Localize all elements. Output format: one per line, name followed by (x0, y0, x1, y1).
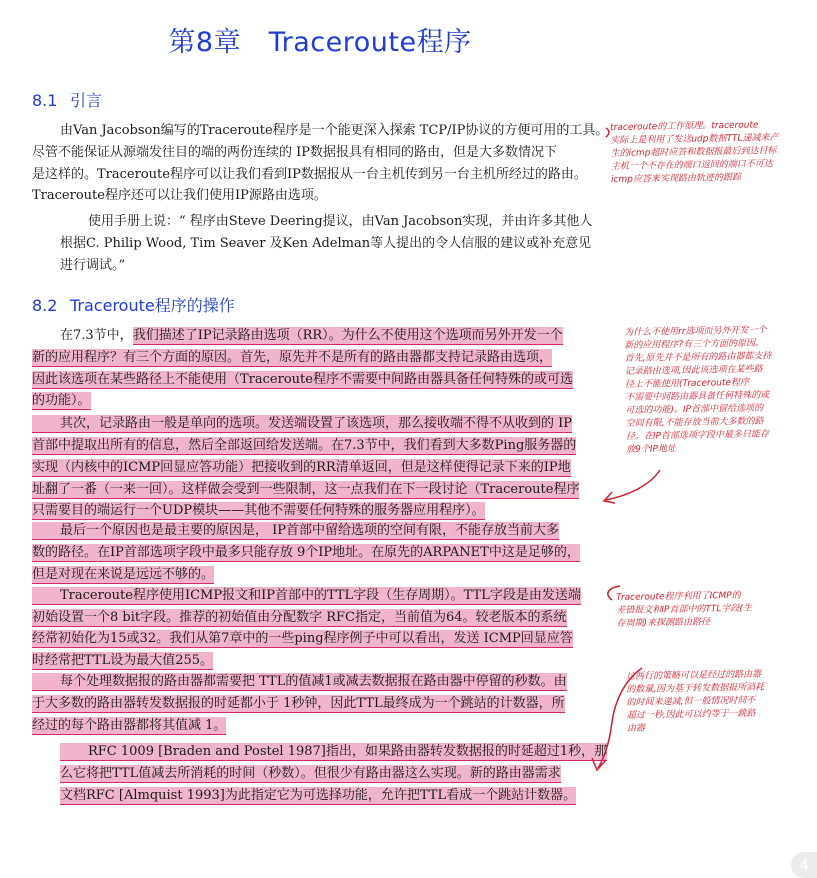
section-number: 8.1 (32, 91, 58, 110)
paragraph-line (60, 325, 610, 347)
highlighted-text: 经常初始化为15或32。我们从第7章中的一些ping程序例子中可以看出，发送 ICMP回显应答 (32, 631, 573, 646)
paragraph-line (32, 500, 610, 522)
section-number: 8.2 (32, 296, 58, 315)
paragraph-line: 由Van Jacobson编写的Traceroute程序是一个能更深入探索 TCP/IP协议的方便可用的工具。 (60, 123, 609, 138)
highlighted-text: 于大多数的路由器转发数据报的时延都小于 1秒钟，因此TTL最终成为一个跳站的计数器，所 (32, 696, 565, 711)
paragraph-line (32, 435, 610, 457)
paragraph-line (32, 457, 610, 479)
quote-line: 进行调试。” (60, 258, 126, 273)
section-title: 引言 (70, 91, 103, 110)
chapter-title: 第8章 Traceroute程序 (168, 27, 472, 58)
highlighted-text: Traceroute程序使用ICMP报文和IP首部中的TTL字段（生存周期）。TTL字段是由发送端 (32, 587, 581, 605)
quote-line (60, 763, 584, 785)
paragraph-prefix: 在7.3节中， (60, 328, 133, 343)
quote-line: 根据C. Philip Wood, Tim Seaver 及Ken Adelman等人提出的令人信服的建议或补充意见 (60, 236, 592, 251)
curved-arrow-2 (606, 470, 660, 500)
highlighted-text: RFC 1009 [Braden and Postel 1987]指出，如果路由器转发数据报的时延超过1秒，那 (60, 743, 607, 761)
quote-line (60, 741, 608, 763)
highlighted-text: 文档RFC [Almquist 1993]为此指定它为可选择功能，允许把TTL看成一个跳站计数器。 (60, 788, 577, 803)
paragraph-line (32, 564, 610, 586)
paragraph-line: Traceroute程序还可以让我们使用IP源路由选项。 (32, 188, 327, 203)
section-heading-8-1 (32, 88, 102, 111)
paragraph-line (32, 390, 610, 412)
handwritten-note-why-not-rr: 为什么不使用rr选项而另外开发一个 新的应用程序?有三个方面的原因。 首先,原先并不是所有的路由器都支持 记录路由选项,因此该选项在某些路 径上不能使用(Traceroute程序 不需要中间路由器具备任何特殊的或 可选的功能)。IP首部中留给选项的 空间有限,不能存放当前大多数的路 径。在IP首部选项字段中最多只能存 放9个IP地址 (624, 325, 772, 455)
handwritten-note-traceroute-principle: traceroute的工作原理。traceroute 实际上是利用了发送udp数据TTL递减来产 生的icmp超时应答和数据报最后到达目标 主机一个不存在的端口返回的端口不可达 icmp应答来实现路由轨迹的跟踪 (610, 120, 779, 185)
highlighted-text: 实现（内核中的ICMP回显应答功能）把接收到的RR清单返回，但是这样使得记录下来的IP地 (32, 460, 571, 475)
section-heading-8-2 (32, 293, 235, 316)
paragraph-line (32, 479, 610, 501)
highlighted-text: 只需要目的端运行一个UDP模块——其他不需要任何特殊的服务器应用程序）。 (32, 503, 485, 518)
quote-line: 使用手册上说：“ 程序由Steve Deering提议，由Van Jacobson实现，并由许多其他人 (88, 214, 593, 229)
paragraph-line (32, 671, 610, 693)
paragraph-line: 是这样的。Traceroute程序可以让我们看到IP数据报从一台主机传到另一台主机所经过的路由。 (32, 167, 587, 182)
quote-line (60, 785, 584, 807)
highlighted-text: 最后一个原因也是最主要的原因是， IP首部中留给选项的空间有限，不能存放当前大多 (32, 522, 559, 540)
highlighted-text: 但是对现在来说是远远不够的。 (32, 567, 215, 582)
highlighted-text: 时经常把TTL设为最大值255。 (32, 653, 214, 668)
highlighted-text: 数的路径。在IP首部选项字段中最多只能存放 9个IP地址。在原先的ARPANET中这是足够的， (32, 545, 580, 560)
highlighted-text: 么它将把TTL值减去所消耗的时间（秒数）。但很少有路由器这么实现。新的路由器需求 (60, 766, 561, 781)
handwritten-note-ttl: Traceroute程序利用了ICMP的 差错报文和IP首部中的TTL字段(生 存周期)来探测路由路径 (616, 590, 753, 629)
highlighted-text: 经过的每个路由器都将其值减 1。 (32, 718, 227, 733)
paragraph-line (32, 413, 610, 435)
handwritten-note-hop-counter: 这两行的策略可以是经过的路由器 的数量,因为基于转发数据报所消耗 的时间来递减,但一般情况时间不 超过一秒,因此可以约等于一跳路 由器 (626, 669, 765, 734)
highlighted-text: 址翻了一番（一来一回）。这样做会受到一些限制，这一点我们在下一段讨论（Traceroute程序 (32, 482, 580, 497)
paragraph-line (32, 715, 610, 737)
highlighted-text: 每个处理数据报的路由器都需要把 TTL的值减1或减去数据报在路由器中停留的秒数。由 (32, 673, 567, 691)
highlighted-text: 新的应用程序？有三个方面的原因。首先，原先并不是所有的路由器都支持记录路由选项， (32, 350, 553, 365)
highlighted-text: 首部中提取出所有的信息，然后全部返回给发送端。在7.3节中，我们看到大多数Ping服务器的 (32, 438, 577, 453)
highlighted-text: 因此该选项在某些路径上不能使用（Traceroute程序不需要中间路由器具备任何特殊的或可选 (32, 372, 573, 387)
highlighted-text: 的功能）。 (32, 393, 91, 408)
paragraph-line: 尽管不能保证从源端发往目的端的两份连续的 IP数据报具有相同的路由，但是大多数情况下 (32, 145, 558, 160)
paragraph-line (32, 585, 610, 607)
paragraph-line (32, 520, 610, 542)
highlighted-text: 初始设置一个8 bit字段。推荐的初始值由分配数字 RFC指定，当前值为64。较老版本的系统 (32, 610, 567, 625)
paragraph-line (32, 347, 610, 369)
page-number: 4 (791, 852, 817, 878)
paragraph-line (32, 369, 610, 391)
highlighted-text: 我们描述了IP记录路由选项（RR）。为什么不使用这个选项而另外开发一个 (132, 328, 563, 343)
paragraph-line (32, 628, 610, 650)
paragraph-line (32, 693, 610, 715)
paragraph-line (32, 650, 610, 672)
section-title: Traceroute程序的操作 (70, 296, 235, 315)
paragraph-line (32, 542, 610, 564)
highlighted-text: 其次，记录路由一般是单向的选项。发送端设置了该选项，那么接收端不得不从收到的 IP (32, 415, 572, 433)
paragraph-line (32, 607, 610, 629)
